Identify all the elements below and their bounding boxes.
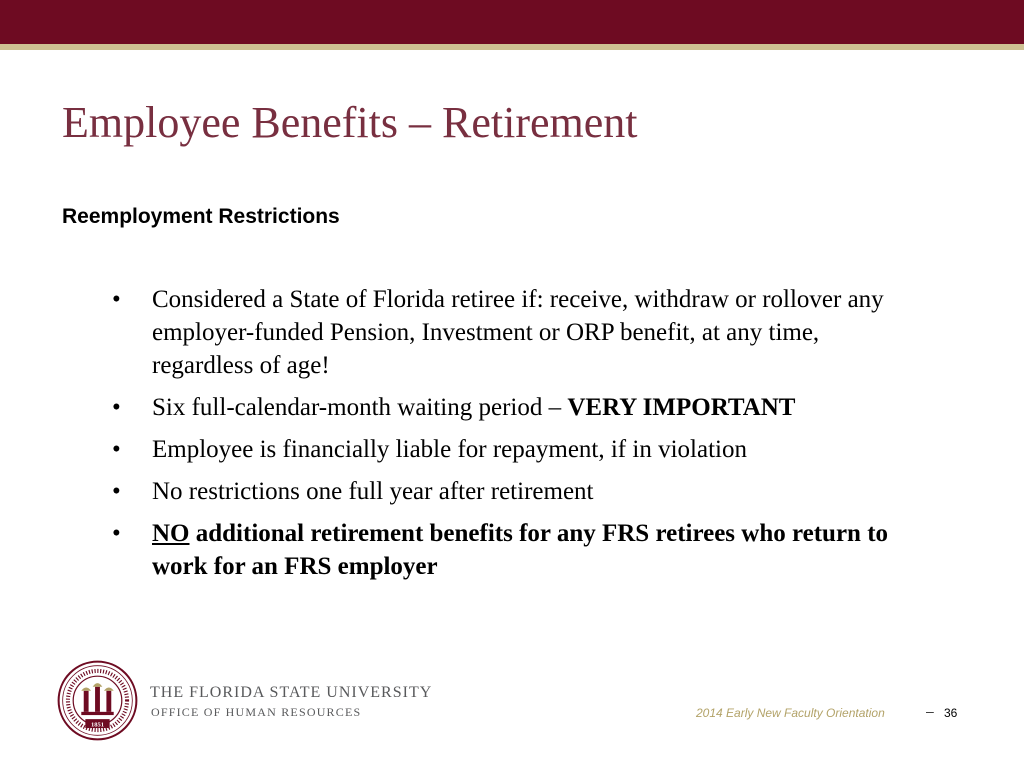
bullet-item [112, 433, 912, 466]
bullet-item [112, 517, 912, 583]
bullet-text: No restrictions one full year after retirement [152, 478, 594, 505]
bullet-text: Six full-calendar-month waiting period – [152, 394, 568, 421]
bullet-dot-icon: • [112, 394, 121, 421]
bullet-emphasis: VERY IMPORTANT [567, 394, 796, 421]
bullet-dot-icon: • [112, 520, 121, 547]
bullet-text: Employee is financially liable for repayment, if in violation [152, 436, 747, 463]
slide-subtitle: Reemployment Restrictions [62, 205, 340, 228]
page-number: 36 [944, 706, 958, 720]
bullet-item [112, 391, 912, 424]
bullet-emphasis: additional retirement benefits for any FRS retirees who return to work for an FRS employer [152, 520, 889, 580]
bullet-list [112, 283, 912, 592]
bullet-item [112, 475, 912, 508]
bullet-dot-icon: • [112, 286, 121, 313]
department-name: OFFICE OF HUMAN RESOURCES [151, 705, 362, 719]
seal-year: 1851 [91, 721, 104, 729]
university-name: THE FLORIDA STATE UNIVERSITY [150, 684, 433, 701]
header-garnet-bar [0, 0, 1024, 44]
bullet-dot-icon: • [112, 436, 121, 463]
bullet-item [112, 283, 912, 382]
footer-separator: – [926, 703, 934, 719]
fsu-seal-icon [57, 660, 138, 741]
bullet-underlined-emphasis: NO [152, 520, 190, 547]
bullet-text: Considered a State of Florida retiree if: receive, withdraw or rollover any employer-funded Pension, Investment or ORP benefit, at any time, regardless of age! [152, 286, 884, 379]
header-gold-stripe [0, 44, 1024, 50]
slide-title: Employee Benefits – Retirement [62, 98, 638, 147]
bullet-dot-icon: • [112, 478, 121, 505]
event-label: 2014 Early New Faculty Orientation [696, 706, 885, 720]
